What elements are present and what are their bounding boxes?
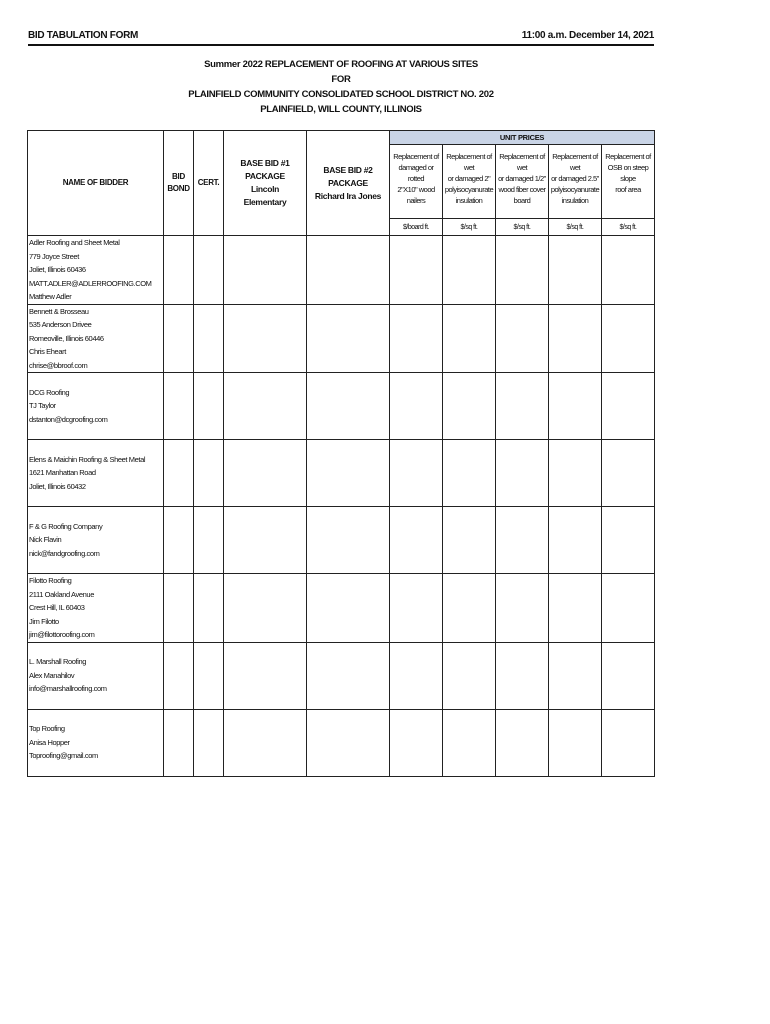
unit-price-cell [496,236,549,305]
unit-price-cell [443,236,496,305]
table-row [28,507,655,574]
base-bid-2-line: Richard Ira Jones [314,190,382,201]
unit-desc-line: wood fiber cover [498,184,546,194]
base-bid-2-cell [307,709,390,776]
name-header-label: NAME OF BIDDER [62,178,129,187]
table-row [28,574,655,643]
unit-desc-line: polyisocyanurate [444,184,494,194]
unit-desc-line: or damaged 2" [447,173,491,183]
unit-desc-line: roof area [615,184,641,194]
unit-prices-header [390,131,655,145]
base-bid-1-cell [224,642,307,709]
bid-bond-line: BID [172,172,185,181]
bidder-cell [28,440,164,507]
bidder-line: chrise@bbroof.com [29,360,88,370]
unit-price-cell [390,574,443,643]
unit-desc-line: Replacement of [605,151,651,161]
bidder-line: jim@filottoroofing.com [29,630,95,639]
unit-price-cell [443,574,496,643]
title-line: PLAINFIELD, WILL COUNTY, ILLINOIS [260,104,422,115]
unit-price-cell [443,642,496,709]
unit-desc-line: or damaged 1/2" [498,173,546,183]
bidder-line: dstanton@dcgroofing.com [29,414,108,424]
unit-price-cell [443,709,496,776]
cert-cell [194,373,224,440]
bid-bond-cell [164,236,194,305]
bidder-line: Romeoville, Illinois 60446 [29,333,104,343]
base-bid-1-cell [224,440,307,507]
unit-price-header [496,144,549,219]
unit-price-cell [549,574,602,643]
unit-desc-line: Replacement of wet [499,151,545,172]
unit-price-cell [390,507,443,574]
unit-price-cell [443,373,496,440]
unit-label: $/sq ft. [496,219,549,236]
bid-bond-cell [164,373,194,440]
unit-price-cell [549,373,602,440]
bid-bond-header [164,131,194,236]
unit-price-cell [549,709,602,776]
title-line: FOR [331,74,351,85]
table-row [28,709,655,776]
unit-price-cell [443,507,496,574]
unit-price-cell [602,304,655,373]
bidder-line: Toproofing@gmail.com [29,751,98,761]
bidder-line: Top Roofing [29,724,65,734]
bidder-line: 535 Anderson Drivee [29,320,92,329]
bid-bond-cell [164,507,194,574]
unit-price-cell [496,574,549,643]
bidder-line: Joliet, Illinois 60436 [29,265,86,274]
bidder-line: Filotto Roofing [29,576,72,585]
unit-desc-line: insulation [455,195,483,205]
bidder-line: L. Marshall Roofing [29,657,87,667]
table-row [28,236,655,305]
unit-price-cell [602,709,655,776]
bidder-cell [28,236,164,305]
base-bid-1-cell [224,373,307,440]
unit-price-cell [549,507,602,574]
base-bid-1-cell [224,507,307,574]
cert-header [194,131,224,236]
bid-bond-cell [164,709,194,776]
cert-cell [194,507,224,574]
unit-price-cell [443,440,496,507]
unit-prices-label: UNIT PRICES [499,132,545,142]
bidder-line: Chris Eheart [29,347,66,356]
unit-price-cell [496,642,549,709]
base-bid-1-cell [224,236,307,305]
bidder-line: 2111 Oakland Avenue [29,589,94,599]
unit-price-cell [390,709,443,776]
unit-price-header [602,144,655,219]
unit-price-cell [549,642,602,709]
table-row [28,373,655,440]
base-bid-2-line: PACKAGE [328,177,368,188]
base-bid-1-line: PACKAGE [245,171,285,181]
base-bid-2-cell [307,373,390,440]
unit-price-cell [496,304,549,373]
cert-cell [194,709,224,776]
unit-desc-line: board [513,195,531,205]
bidder-line: Bennett & Brosseau [29,306,89,316]
unit-label: $/board ft. [390,219,443,236]
bidder-cell [28,507,164,574]
unit-price-cell [602,236,655,305]
unit-desc-line: damaged or rotted [398,162,434,183]
cert-label: CERT. [197,178,220,187]
bidder-line: Anisa Hopper [29,737,70,747]
bidder-cell [28,709,164,776]
base-bid-1-cell [224,709,307,776]
unit-price-cell [496,709,549,776]
bid-table [27,130,655,777]
unit-price-cell [549,236,602,305]
bidder-line: Jim Filotto [29,616,59,626]
base-bid-2-cell [307,236,390,305]
unit-price-cell [602,642,655,709]
bidder-line: Adler Roofing and Sheet Metal [29,238,120,247]
base-bid-1-cell [224,304,307,373]
base-bid-2-cell [307,642,390,709]
unit-label: $/sq ft. [549,219,602,236]
base-bid-2-line: BASE BID #2 [323,164,373,175]
base-bid-1-line: Elementary [243,197,287,207]
bid-bond-cell [164,642,194,709]
unit-price-cell [602,574,655,643]
unit-price-cell [496,373,549,440]
cert-cell [194,236,224,305]
base-bid-2-header [307,131,390,236]
bidder-line: 779 Joyce Street [29,251,79,261]
unit-price-header [549,144,602,219]
bidder-line: TJ Taylor [29,401,56,411]
bidder-line: info@marshallroofing.com [29,684,107,694]
bidder-cell [28,574,164,643]
base-bid-1-line: BASE BID #1 [240,158,290,168]
unit-price-cell [602,507,655,574]
unit-label: $/sq ft. [443,219,496,236]
bidder-line: Matthew Adler [29,292,72,301]
unit-price-cell [602,373,655,440]
unit-price-cell [390,440,443,507]
bidder-cell [28,642,164,709]
unit-price-header [443,144,496,219]
base-bid-1-cell [224,574,307,643]
bid-table-wrapper [27,130,655,777]
bidder-cell [28,304,164,373]
base-bid-1-header [224,131,307,236]
title-line: PLAINFIELD COMMUNITY CONSOLIDATED SCHOOL DISTRICT NO. 202 [188,89,494,100]
title-line: Summer 2022 REPLACEMENT OF ROOFING AT VARIOUS SITES [204,59,478,70]
unit-desc-line: Replacement of wet [552,151,598,172]
bidder-line: F & G Roofing Company [29,521,103,531]
unit-desc-line: 2"X10" wood nailers [397,184,435,205]
table-row [28,642,655,709]
bidder-line: DCG Roofing [29,387,70,397]
unit-desc-line: Replacement of [393,151,439,161]
unit-price-cell [390,373,443,440]
unit-desc-line: polyisocyanurate [550,184,600,194]
bidder-line: nick@fandgroofing.com [29,548,100,558]
cert-cell [194,642,224,709]
table-row [28,304,655,373]
page-header [28,30,654,46]
bidder-line: Elens & Maichin Roofing & Sheet Metal [29,454,146,464]
bidder-line: Nick Flavin [29,535,62,545]
base-bid-2-cell [307,507,390,574]
cert-cell [194,440,224,507]
bid-bond-cell [164,574,194,643]
unit-price-cell [602,440,655,507]
unit-desc-line: insulation [561,195,589,205]
cert-cell [194,574,224,643]
form-title: BID TABULATION FORM [28,30,139,41]
bidder-line: Joliet, Illinois 60432 [29,481,86,491]
cert-cell [194,304,224,373]
bidder-line: Crest Hill, IL 60403 [29,603,85,612]
unit-price-cell [390,642,443,709]
bidder-line: Alex Manahilov [29,670,75,680]
base-bid-2-cell [307,574,390,643]
base-bid-2-cell [307,304,390,373]
date-time: 11:00 a.m. December 14, 2021 [521,30,654,41]
name-of-bidder-header [28,131,164,236]
unit-price-cell [390,236,443,305]
unit-price-cell [549,440,602,507]
bid-bond-line: BOND [167,184,190,193]
bid-bond-cell [164,440,194,507]
unit-label: $/sq ft. [602,219,655,236]
unit-desc-line: or damaged 2.5" [551,173,599,183]
unit-desc-line: Replacement of wet [446,151,492,172]
unit-price-cell [496,440,549,507]
unit-price-cell [443,304,496,373]
document-titles [28,57,654,117]
unit-price-cell [549,304,602,373]
base-bid-1-line: Lincoln [250,184,280,194]
unit-price-header [390,144,443,219]
base-bid-2-cell [307,440,390,507]
bidder-line: MATT.ADLER@ADLERROOFING.COM [29,278,152,288]
bid-bond-cell [164,304,194,373]
table-row [28,440,655,507]
bidder-cell [28,373,164,440]
unit-price-cell [496,507,549,574]
unit-price-cell [390,304,443,373]
unit-desc-line: OSB on steep slope [607,162,649,183]
bidder-line: 1621 Manhattan Road [29,468,96,478]
